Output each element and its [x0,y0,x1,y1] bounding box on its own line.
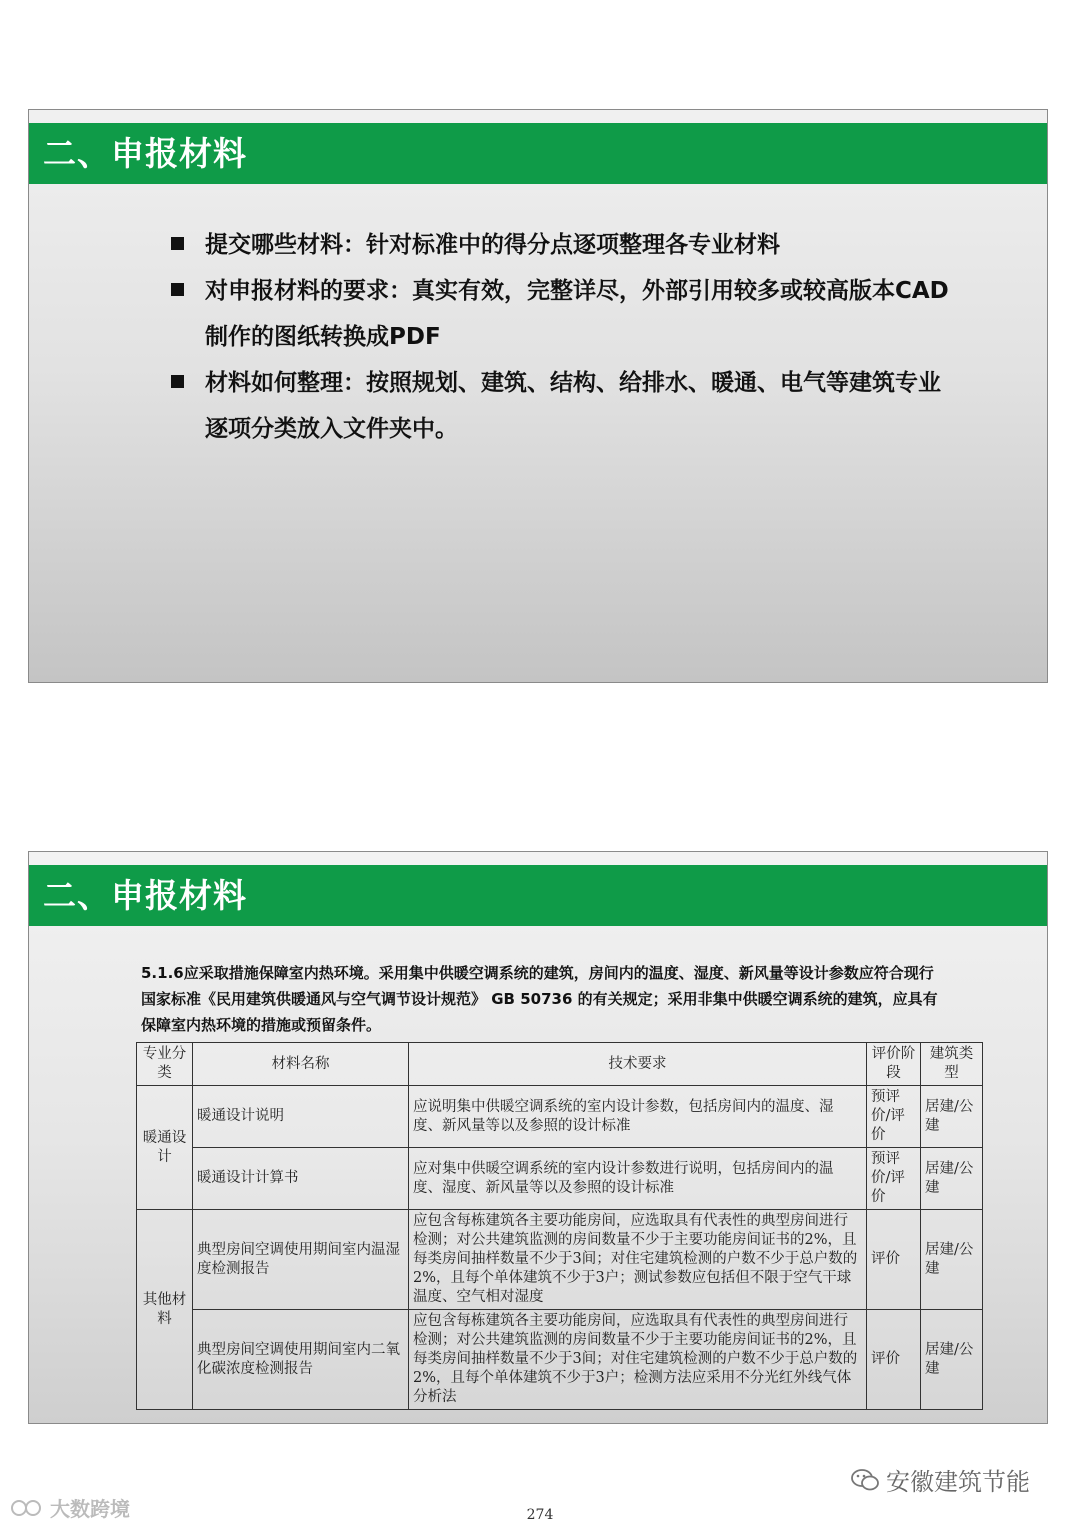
bullet-item: 对申报材料的要求：真实有效，完整详尽，外部引用较多或较高版本CAD制作的图纸转换成PDF [169,268,949,360]
stage-cell: 评价 [867,1310,921,1410]
building-type-cell: 居建/公建 [921,1086,983,1148]
square-bullet-icon [171,237,184,250]
building-type-cell: 居建/公建 [921,1210,983,1310]
requirement-cell: 应对集中供暖空调系统的室内设计参数进行说明，包括房间内的温度、湿度、新风量等以及参照的设计标准 [409,1148,867,1210]
square-bullet-icon [171,283,184,296]
requirement-cell: 应包含每栋建筑各主要功能房间，应选取具有代表性的典型房间进行检测；对公共建筑监测的房间数量不少于主要功能房间证书的2%，且每类房间抽样数量不少于3间；对住宅建筑检测的户数不少于总户数的2%，且每个单体建筑不少于3户；测试参数应包括但不限于空气干球温度、空气相对湿度 [409,1210,867,1310]
slide-2 [28,851,1048,1424]
title-band [29,865,1047,926]
material-name-cell: 暖通设计计算书 [193,1148,409,1210]
header-cell: 建筑类型 [921,1043,983,1086]
bullet-item: 材料如何整理：按照规划、建筑、结构、给排水、暖通、电气等建筑专业逐项分类放入文件夹中。 [169,360,949,452]
watermark-right [850,1462,1030,1497]
requirement-cell: 应包含每栋建筑各主要功能房间，应选取具有代表性的典型房间进行检测；对公共建筑监测的房间数量不少于主要功能房间证书的2%，且每类房间抽样数量不少于3间；对住宅建筑检测的户数不少于总户数的2%，且每个单体建筑不少于3户；检测方法应采用不分光红外线气体分析法 [409,1310,867,1410]
header-cell: 专业分类 [137,1043,193,1086]
building-type-cell: 居建/公建 [921,1310,983,1410]
building-type-cell: 居建/公建 [921,1148,983,1210]
bullet-list [169,222,949,452]
slide-title: 二、申报材料 [43,876,247,915]
table-row [137,1210,983,1310]
header-cell: 评价阶段 [867,1043,921,1086]
watermark-text: 大数跨境 [50,1497,130,1521]
stage-cell: 评价 [867,1210,921,1310]
material-name-cell: 典型房间空调使用期间室内温湿度检测报告 [193,1210,409,1310]
category-cell: 暖通设计 [137,1086,193,1210]
header-cell: 技术要求 [409,1043,867,1086]
stage-cell: 预评价/评价 [867,1086,921,1148]
header-cell: 材料名称 [193,1043,409,1086]
table-row [137,1086,983,1148]
stage-cell: 预评价/评价 [867,1148,921,1210]
clause-text: 5.1.6应采取措施保障室内热环境。采用集中供暖空调系统的建筑，房间内的温度、湿度、新风量等设计参数应符合现行国家标准《民用建筑供暖通风与空气调节设计规范》 GB 50736 的有关规定；采用非集中供暖空调系统的建筑，应具有保障室内热环境的措施或预留条件。 [141,964,938,1034]
slide-1 [28,109,1048,683]
watermark-text: 安徽建筑节能 [886,1468,1030,1496]
page-number: 274 [526,1507,554,1523]
title-band [29,123,1047,184]
requirement-cell: 应说明集中供暖空调系统的室内设计参数，包括房间内的温度、湿度、新风量等以及参照的设计标准 [409,1086,867,1148]
material-name-cell: 暖通设计说明 [193,1086,409,1148]
table-row [137,1148,983,1210]
material-name-cell: 典型房间空调使用期间室内二氧化碳浓度检测报告 [193,1310,409,1410]
bullet-item: 提交哪些材料：针对标准中的得分点逐项整理各专业材料 [169,222,949,268]
slide-title: 二、申报材料 [43,134,247,173]
wechat-icon [850,1467,880,1493]
table-row [137,1310,983,1410]
table-header-row [137,1043,983,1086]
category-cell: 其他材料 [137,1210,193,1410]
materials-table [136,1042,983,1410]
square-bullet-icon [171,375,184,388]
